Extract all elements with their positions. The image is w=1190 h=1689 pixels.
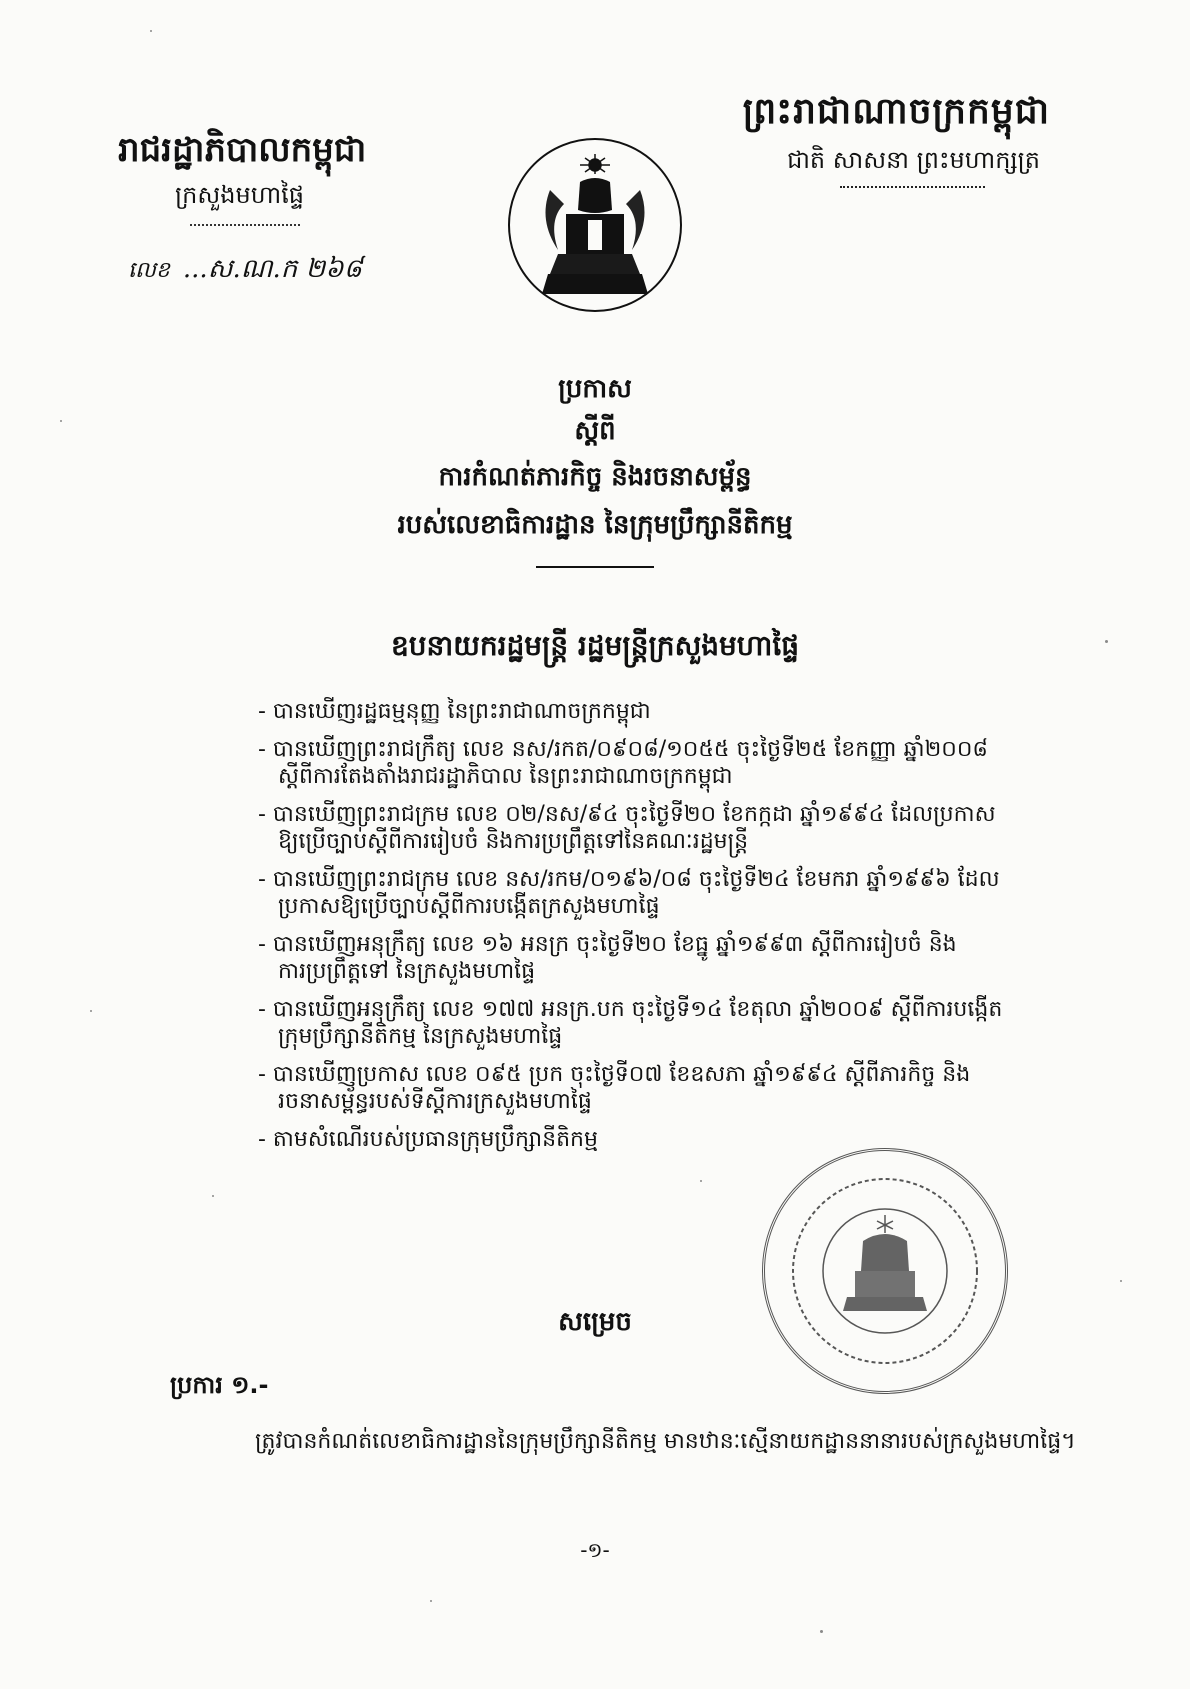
consideration-item: - បានឃើញព្រះរាជក្រម លេខ ០២/នស/៩៤ ចុះថ្ងៃទី២០ ខែកក្កដា ឆ្នាំ១៩៩៤ ដែលប្រកាស ឱ្យប្រើច្បាប់ស្ដីពីការរៀបចំ និងការប្រព្រឹត្តទៅនៃគណៈរដ្ឋមន្ត្រី	[258, 802, 996, 854]
national-motto: ជាតិ សាសនា ព្រះមហាក្សត្រ	[787, 146, 1040, 174]
ornament-divider-left	[190, 224, 300, 226]
article-1-label: ប្រការ ១.-	[170, 1371, 269, 1399]
number-value: ...ស.ណ.ក ២៦៨	[182, 254, 362, 284]
subject-line-1: ការកំណត់ភារកិច្ច និងរចនាសម្ព័ន្ធ	[438, 462, 752, 492]
consideration-item: - បានឃើញប្រកាស លេខ ០៩៥ ប្រក ចុះថ្ងៃទី០៧ ខែឧសភា ឆ្នាំ១៩៩៤ ស្ដីពីភារកិច្ច និង រចនាសម្ព័ន្ធរបស់ទីស្ដីការក្រសួងមហាផ្ទៃ	[258, 1062, 971, 1114]
ornament-divider	[840, 186, 985, 188]
document-number	[128, 252, 362, 290]
ministry-stamp-icon	[762, 1148, 1008, 1394]
kingdom-title: ព្រះរាជាណាចក្រកម្ពុជា	[742, 91, 1050, 132]
article-1-text: ត្រូវបានកំណត់លេខាធិការដ្ឋាននៃក្រុមប្រឹក្សានីតិកម្ម មានឋានៈស្មើនាយកដ្ឋាននានារបស់ក្រសួងមហាផ្ទៃ។	[255, 1429, 1076, 1454]
ministry-name: ក្រសួងមហាផ្ទៃ	[175, 181, 305, 209]
number-label: លេខ	[128, 258, 170, 283]
consideration-item: - បានឃើញព្រះរាជក្រឹត្យ លេខ នស/រកត/០៩០៨/១០៥៥ ចុះថ្ងៃទី២៥ ខែកញ្ញា ឆ្នាំ២០០៨ ស្ដីពីការតែងតាំងរាជរដ្ឋាភិបាល នៃព្រះរាជាណាចក្រកម្ពុជា	[258, 737, 988, 789]
subject-line-2: របស់លេខាធិការដ្ឋាន នៃក្រុមប្រឹក្សានីតិកម្ម	[397, 510, 793, 540]
document-type: ប្រកាស	[558, 374, 632, 404]
issuer-title: ឧបនាយករដ្ឋមន្ត្រី រដ្ឋមន្ត្រីក្រសួងមហាផ្ទៃ	[390, 629, 799, 662]
consideration-item: - តាមសំណើរបស់ប្រធានក្រុមប្រឹក្សានីតិកម្ម	[258, 1127, 598, 1152]
consideration-item: - បានឃើញអនុក្រឹត្យ លេខ ១៧៧ អនក្រ.បក ចុះថ្ងៃទី១៤ ខែតុលា ឆ្នាំ២០០៩ ស្ដីពីការបង្កើត ក្រុមប្រឹក្សានីតិកម្ម នៃក្រសួងមហាផ្ទៃ	[258, 997, 1003, 1049]
consideration-item: - បានឃើញរដ្ឋធម្មនុញ្ញ នៃព្រះរាជាណាចក្រកម្ពុជា	[258, 699, 651, 724]
consideration-item: - បានឃើញអនុក្រឹត្យ លេខ ១៦ អនក្រ ចុះថ្ងៃទី២០ ខែធ្នូ ឆ្នាំ១៩៩៣ ស្ដីពីការរៀបចំ និង ការប្រព្រឹត្តទៅ នៃក្រសួងមហាផ្ទៃ	[258, 932, 957, 984]
subject-prefix: ស្ដីពី	[574, 416, 616, 446]
considerations-list	[258, 698, 1108, 1164]
royal-coat-of-arms-icon	[508, 138, 682, 312]
title-divider	[536, 566, 654, 568]
consideration-item: - បានឃើញព្រះរាជក្រម លេខ នស/រកម/០១៩៦/០៨ ចុះថ្ងៃទី២៤ ខែមករា ឆ្នាំ១៩៩៦ ដែល ប្រកាសឱ្យប្រើច្បាប់ស្ដីពីការបង្កើតក្រសួងមហាផ្ទៃ	[258, 867, 1000, 919]
decision-heading: សម្រេច	[558, 1307, 632, 1337]
page-number: -១-	[580, 1538, 610, 1562]
government-name: រាជរដ្ឋាភិបាលកម្ពុជា	[118, 130, 367, 170]
